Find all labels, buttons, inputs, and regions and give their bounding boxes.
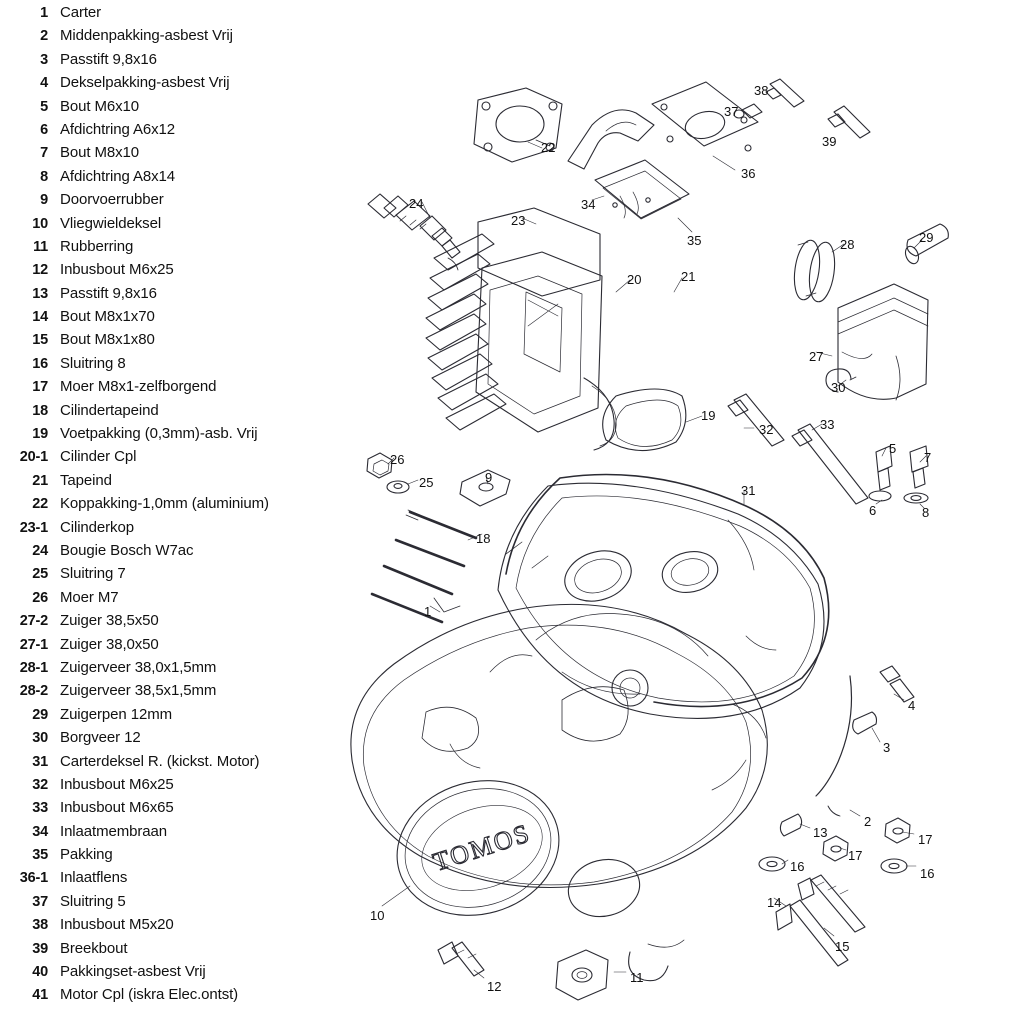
diagram-callout-5: 5 (889, 441, 897, 456)
part-cylinder-head (426, 208, 616, 450)
part-number: 28-2 (19, 683, 48, 700)
part-label: Inlaatflens (60, 869, 128, 887)
part-label: Pakkingset-asbest Vrij (60, 963, 206, 981)
part-label: Inbusbout M6x25 (60, 261, 174, 279)
part-label: Cilinderkop (60, 518, 134, 536)
diagram-callout-2: 2 (864, 814, 872, 829)
part-row (0, 729, 340, 752)
part-number: 27-1 (19, 636, 48, 653)
diagram-callout-18: 18 (476, 531, 491, 546)
part-label: Vliegwieldeksel (60, 214, 162, 232)
diagram-callout-16: 16 (790, 859, 805, 874)
diagram-callout-16: 16 (920, 866, 935, 881)
part-label: Afdichtring A6x12 (60, 120, 176, 138)
diagram-callout-38: 38 (754, 83, 769, 98)
part-number: 36-1 (19, 870, 48, 887)
part-row (0, 869, 340, 892)
part-number: 23-1 (19, 519, 48, 536)
part-row (0, 893, 340, 916)
part-foot-gasket (603, 389, 686, 451)
diagram-callout-29: 29 (919, 230, 934, 245)
part-bolt-4 (880, 666, 914, 702)
part-crankcase-cover-right (498, 483, 824, 718)
part-label: Sluitring 8 (60, 354, 126, 372)
diagram-callout-26: 26 (390, 452, 405, 467)
part-label: Moer M8x1-zelfborgend (60, 378, 217, 396)
part-number: 35 (32, 847, 48, 864)
part-number: 12 (32, 262, 48, 279)
part-number: 25 (32, 566, 48, 583)
part-number: 34 (32, 823, 48, 840)
part-label: Inbusbout M6x65 (60, 799, 174, 817)
part-bolt-14 (776, 900, 848, 966)
part-row (0, 659, 340, 682)
part-row (0, 799, 340, 822)
part-washer-16b (881, 859, 907, 873)
part-number: 18 (32, 402, 48, 419)
part-bolt-32 (728, 394, 784, 446)
part-label: Passtift 9,8x16 (60, 50, 157, 68)
part-row (0, 4, 340, 27)
part-crankcase (351, 604, 767, 980)
part-bolt-15 (798, 875, 865, 932)
part-bolt-12 (438, 942, 484, 976)
part-row (0, 331, 340, 354)
diagram-callout-30: 30 (831, 380, 846, 395)
part-row (0, 425, 340, 448)
part-bolt-38 (734, 79, 804, 118)
diagram-callout-9: 9 (485, 470, 493, 485)
part-row (0, 215, 340, 238)
part-label: Bougie Bosch W7ac (60, 541, 194, 559)
part-row (0, 448, 340, 471)
part-label: Bout M8x1x80 (60, 331, 155, 349)
diagram-callout-34: 34 (581, 197, 596, 212)
part-number: 30 (32, 730, 48, 747)
part-row (0, 308, 340, 331)
diagram-callout-8: 8 (922, 505, 930, 520)
diagram-callout-3: 3 (883, 740, 891, 755)
part-label: Rubberring (60, 237, 134, 255)
part-label: Middenpakking-asbest Vrij (60, 27, 233, 45)
part-row (0, 51, 340, 74)
part-nut-17a (885, 818, 910, 843)
diagram-callout-27: 27 (809, 349, 824, 364)
part-number: 13 (32, 285, 48, 302)
diagram-callout-15: 15 (835, 939, 850, 954)
part-row (0, 74, 340, 97)
part-row (0, 706, 340, 729)
diagram-callout-24: 24 (409, 196, 424, 211)
part-number: 11 (33, 238, 48, 255)
part-number: 8 (40, 168, 48, 185)
part-row (0, 916, 340, 939)
part-number: 5 (40, 98, 48, 115)
part-number: 29 (32, 706, 48, 723)
part-label: Inlaatmembraan (60, 822, 167, 840)
diagram-callout-21: 21 (681, 269, 696, 284)
diagram-callout-11: 11 (630, 970, 644, 985)
part-label: Cilinder Cpl (60, 448, 137, 466)
part-label: Sluitring 5 (60, 892, 126, 910)
part-label: Zuiger 38,5x50 (60, 612, 159, 630)
part-label: Afdichtring A8x14 (60, 167, 176, 185)
part-label: Bout M8x1x70 (60, 308, 155, 326)
part-nut-26 (367, 453, 392, 478)
part-row (0, 682, 340, 705)
part-row (0, 963, 340, 986)
part-row (0, 98, 340, 121)
part-row (0, 776, 340, 799)
part-row (0, 940, 340, 963)
part-number: 2 (40, 28, 48, 45)
part-inlet-membrane (595, 160, 689, 219)
part-dowel-3 (853, 712, 877, 734)
part-row (0, 168, 340, 191)
part-number: 26 (32, 589, 48, 606)
brand-label: TOMOS (429, 818, 535, 877)
diagram-callout-7: 7 (924, 450, 932, 465)
part-dowel-13 (780, 814, 801, 836)
part-label: Borgveer 12 (60, 729, 141, 747)
part-number: 33 (32, 800, 48, 817)
diagram-callout-10: 10 (370, 908, 385, 923)
part-number: 31 (32, 753, 48, 770)
diagram-callout-31: 31 (741, 483, 756, 498)
part-number: 10 (32, 215, 48, 232)
diagram-callout-25: 25 (419, 475, 434, 490)
part-label: Tapeind (60, 471, 112, 489)
diagram-callout-36: 36 (741, 166, 756, 181)
diagram-callout-39: 39 (822, 134, 837, 149)
part-number: 3 (40, 51, 48, 68)
part-row (0, 753, 340, 776)
part-row (0, 191, 340, 214)
part-piston (838, 284, 928, 400)
diagram-callout-28: 28 (840, 237, 855, 252)
part-label: Bout M8x10 (60, 144, 140, 162)
diagram-callout-17: 17 (848, 848, 863, 863)
part-number: 14 (32, 309, 48, 326)
part-row (0, 986, 340, 1009)
part-inlet-flange (568, 110, 654, 169)
part-number: 15 (32, 332, 48, 349)
part-number: 6 (40, 121, 48, 138)
part-label: Voetpakking (0,3mm)-asb. Vrij (60, 425, 258, 443)
part-number: 21 (32, 472, 48, 489)
part-number: 27-2 (19, 613, 48, 630)
part-label: Inbusbout M5x20 (60, 916, 174, 934)
part-row (0, 519, 340, 542)
part-number: 38 (32, 917, 48, 934)
parts-list (0, 4, 340, 1010)
part-label: Inbusbout M6x25 (60, 775, 174, 793)
part-row (0, 565, 340, 588)
diagram-callout-22: 22 (541, 140, 556, 155)
part-label: Pakking (60, 846, 113, 864)
part-washer-16a (759, 857, 785, 871)
part-number: 20-1 (19, 449, 48, 466)
diagram-callout-4: 4 (908, 698, 916, 713)
part-number: 39 (32, 940, 48, 957)
diagram-callout-6: 6 (869, 503, 877, 518)
part-row (0, 261, 340, 284)
part-number: 7 (40, 145, 48, 162)
part-rubber-ring-11 (556, 950, 608, 1000)
part-row (0, 542, 340, 565)
part-number: 4 (40, 75, 48, 92)
part-label: Carter (60, 4, 102, 21)
part-row (0, 285, 340, 308)
part-number: 28-1 (19, 659, 48, 676)
part-row (0, 589, 340, 612)
part-row (0, 402, 340, 425)
part-piston-rings (791, 239, 838, 304)
part-label: Doorvoerrubber (60, 191, 164, 209)
part-number: 17 (32, 379, 48, 396)
part-label: Moer M7 (60, 588, 119, 606)
part-washer-25 (387, 481, 409, 493)
exploded-diagram (330, 0, 1024, 1024)
part-label: Breekbout (60, 939, 128, 957)
part-row (0, 472, 340, 495)
part-label: Motor Cpl (iskra Elec.ontst) (60, 986, 239, 1004)
diagram-callout-19: 19 (701, 408, 716, 423)
part-row (0, 27, 340, 50)
part-row (0, 378, 340, 401)
part-label: Zuigerveer 38,0x1,5mm (60, 658, 217, 676)
part-label: Carterdeksel R. (kickst. Motor) (60, 752, 260, 770)
part-label: Cilindertapeind (60, 401, 159, 419)
part-number: 19 (32, 426, 48, 443)
part-row (0, 355, 340, 378)
part-row (0, 612, 340, 635)
part-number: 37 (32, 893, 48, 910)
part-label: Zuiger 38,0x50 (60, 635, 159, 653)
part-label: Dekselpakking-asbest Vrij (60, 74, 230, 92)
part-number: 32 (32, 776, 48, 793)
diagram-callout-17: 17 (918, 832, 933, 847)
part-number: 22 (32, 496, 48, 513)
diagram-callout-33: 33 (820, 417, 835, 432)
part-row (0, 121, 340, 144)
part-number: 41 (32, 987, 48, 1004)
diagram-callout-37: 37 (724, 104, 739, 119)
part-row (0, 495, 340, 518)
part-label: Passtift 9,8x16 (60, 284, 157, 302)
diagram-callout-13: 13 (813, 825, 828, 840)
part-middle-gasket (506, 475, 852, 817)
part-number: 1 (40, 5, 48, 21)
part-number: 16 (32, 355, 48, 372)
part-label: Sluitring 7 (60, 565, 126, 583)
part-row (0, 846, 340, 869)
diagram-callout-23: 23 (511, 213, 526, 228)
diagram-callout-1: 1 (424, 604, 432, 619)
diagram-callout-20: 20 (627, 272, 642, 287)
part-row (0, 144, 340, 167)
diagram-callout-12: 12 (487, 979, 502, 994)
part-row (0, 823, 340, 846)
diagram-callout-14: 14 (767, 895, 782, 910)
part-number: 40 (32, 964, 48, 981)
part-number: 9 (40, 192, 48, 209)
part-inlet-gasket (652, 82, 758, 151)
diagram-callout-32: 32 (759, 422, 774, 437)
part-number: 24 (32, 542, 48, 559)
part-label: Zuigerveer 38,5x1,5mm (60, 682, 217, 700)
part-label: Koppakking-1,0mm (aluminium) (60, 495, 269, 513)
part-label: Zuigerpen 12mm (60, 705, 172, 723)
diagram-callout-35: 35 (687, 233, 702, 248)
part-bolt-33 (792, 424, 868, 504)
part-row (0, 238, 340, 261)
part-row (0, 636, 340, 659)
part-label: Bout M6x10 (60, 97, 140, 115)
